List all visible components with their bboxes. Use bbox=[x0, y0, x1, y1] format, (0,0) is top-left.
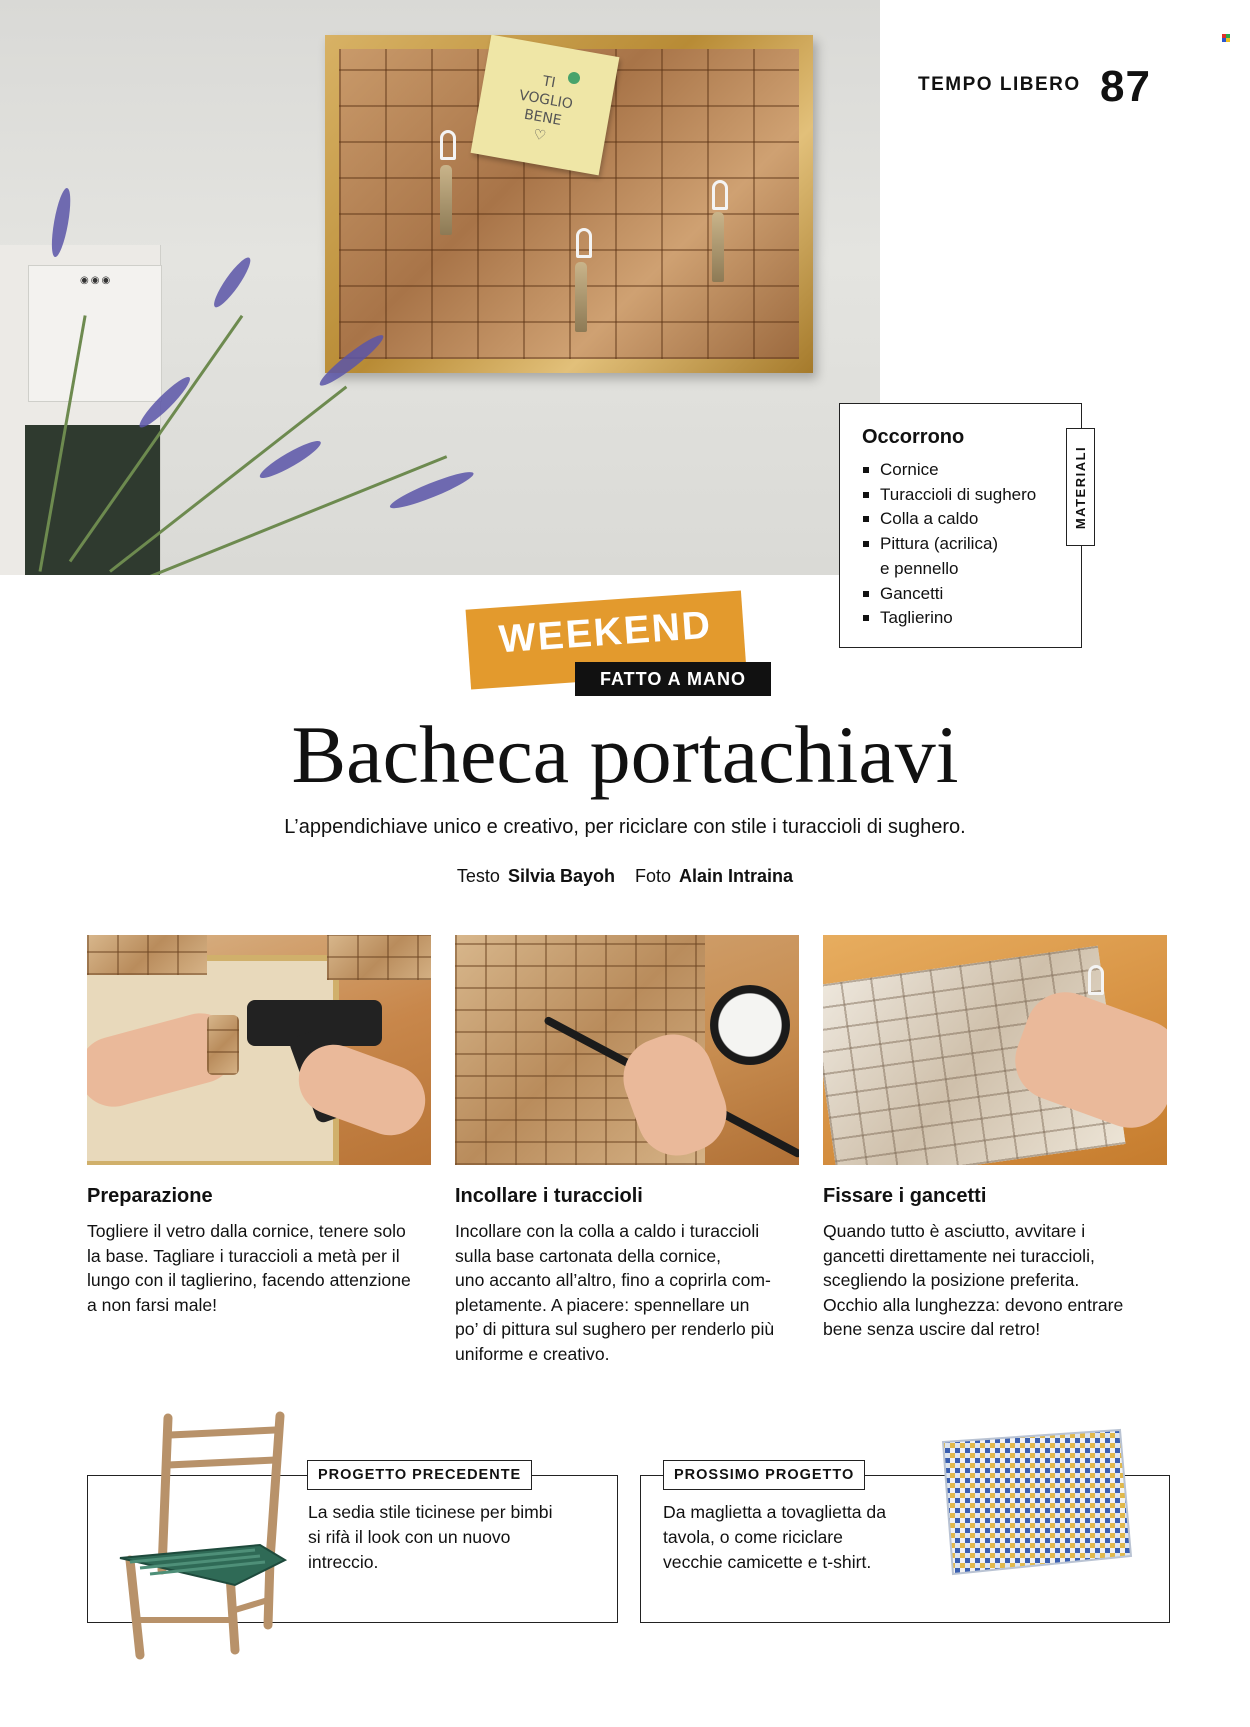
lavender-stem bbox=[149, 455, 447, 575]
list-item-label: Turaccioli di sughero bbox=[880, 484, 1037, 504]
list-item-label: Pittura (acrilica) bbox=[880, 534, 999, 554]
text-line: tavola, o come riciclare bbox=[663, 1527, 843, 1547]
bullet-icon bbox=[863, 615, 869, 621]
cork-piece bbox=[207, 1015, 239, 1075]
bullet-icon bbox=[863, 492, 869, 498]
device-screen bbox=[25, 425, 160, 575]
list-item-label: Gancetti bbox=[880, 583, 944, 603]
hook-icon bbox=[440, 130, 456, 160]
list-item bbox=[862, 458, 1036, 483]
text-line: Da maglietta a tovaglietta da bbox=[663, 1502, 886, 1522]
next-project-tag: PROSSIMO PROGETTO bbox=[663, 1460, 865, 1490]
text-line: po’ di pittura sul sughero per renderlo più bbox=[455, 1319, 775, 1340]
materials-list bbox=[862, 458, 1036, 631]
corks bbox=[87, 935, 207, 975]
key-icon bbox=[712, 212, 724, 282]
paint-jar-icon bbox=[710, 985, 790, 1065]
materials-box bbox=[839, 403, 1082, 648]
materials-tag bbox=[1066, 428, 1095, 546]
bullet-icon bbox=[863, 467, 869, 473]
list-item bbox=[862, 557, 1036, 582]
text-line: gancetti direttamente nei turaccioli, bbox=[823, 1245, 1095, 1266]
article-subtitle: L’appendichiave unico e creativo, per riciclare con stile i turaccioli di sughero. bbox=[284, 816, 966, 838]
section-label: TEMPO LIBERO bbox=[918, 74, 1081, 95]
push-pin-icon bbox=[568, 72, 580, 84]
step-photo-glue-corks bbox=[455, 935, 799, 1165]
list-item bbox=[862, 483, 1036, 508]
lavender-flower bbox=[257, 436, 325, 483]
weekend-badge: WEEKEND bbox=[466, 590, 747, 689]
text-line: uniforme e creativo. bbox=[455, 1343, 610, 1364]
corks bbox=[327, 935, 431, 980]
materials-title: Occorrono bbox=[862, 426, 965, 448]
list-item-label: Cornice bbox=[880, 460, 939, 479]
step-title: Incollare i turaccioli bbox=[455, 1185, 643, 1207]
step-photo-hooks bbox=[823, 935, 1167, 1165]
article-credits bbox=[0, 866, 1250, 887]
hero-photo bbox=[0, 0, 880, 575]
lavender-flower bbox=[209, 254, 255, 311]
placemat-image bbox=[935, 1428, 1135, 1578]
hook-icon bbox=[712, 180, 728, 210]
color-marker-icon bbox=[1222, 34, 1230, 42]
list-item bbox=[862, 582, 1036, 607]
text-line: lungo con il taglierino, facendo attenzione bbox=[87, 1270, 411, 1291]
article-title: Bacheca portachiavi bbox=[291, 709, 959, 800]
text-line: sulla base cartonata della cornice, bbox=[455, 1245, 722, 1266]
text-line: pletamente. A piacere: spennellare un bbox=[455, 1294, 750, 1315]
text-line: bene senza uscire dal retro! bbox=[823, 1319, 1041, 1340]
credit-text-label: Testo bbox=[456, 866, 500, 886]
note-line: BENE bbox=[522, 106, 563, 129]
text-line: intreccio. bbox=[308, 1552, 379, 1572]
device-indicators: ◉◉◉ bbox=[80, 275, 113, 286]
text-line: La sedia stile ticinese per bimbi bbox=[308, 1502, 553, 1522]
hook-icon bbox=[576, 228, 592, 258]
bullet-icon bbox=[863, 541, 869, 547]
note-line: TI bbox=[541, 73, 557, 92]
bullet-icon bbox=[863, 516, 869, 522]
text-line: vecchie camicette e t-shirt. bbox=[663, 1552, 872, 1572]
hook-icon bbox=[1088, 965, 1104, 995]
text-line: la base. Tagliare i turaccioli a metà per il bbox=[87, 1245, 400, 1266]
text-line: uno accanto all’altro, fino a coprirla com- bbox=[455, 1270, 771, 1291]
sticky-note bbox=[471, 35, 620, 176]
step-photo-preparation bbox=[87, 935, 431, 1165]
step-title: Fissare i gancetti bbox=[823, 1185, 987, 1207]
key-icon bbox=[575, 262, 587, 332]
chair-image bbox=[110, 1410, 300, 1660]
text-line: Incollare con la colla a caldo i turaccioli bbox=[455, 1221, 760, 1241]
credit-photo-author: Alain Intraina bbox=[679, 866, 794, 886]
list-item-label: Taglierino bbox=[880, 608, 953, 628]
materials-tag-label: MATERIALI bbox=[1073, 445, 1088, 529]
step-text bbox=[823, 1219, 1173, 1342]
text-line: si rifà il look con un nuovo bbox=[308, 1527, 511, 1547]
text-line: scegliendo la posizione preferita. bbox=[823, 1270, 1080, 1291]
credit-photo-label: Foto bbox=[635, 866, 672, 886]
handmade-badge: FATTO A MANO bbox=[575, 662, 771, 696]
list-item-label: e pennello bbox=[880, 558, 959, 578]
note-heart: ♡ bbox=[532, 126, 548, 145]
list-item bbox=[862, 532, 1036, 557]
page-number: 87 bbox=[1100, 62, 1151, 111]
text-line: Occhio alla lunghezza: devono entrare bbox=[823, 1294, 1124, 1315]
next-project-text bbox=[663, 1500, 886, 1575]
list-item bbox=[862, 606, 1036, 631]
list-item-label: Colla a caldo bbox=[880, 509, 979, 529]
text-line: Togliere il vetro dalla cornice, tenere solo bbox=[87, 1221, 406, 1241]
list-item bbox=[862, 507, 1036, 532]
note-line: VOGLIO bbox=[517, 87, 574, 113]
bullet-icon bbox=[863, 591, 869, 597]
key-icon bbox=[440, 165, 452, 235]
step-text bbox=[87, 1219, 437, 1317]
text-line: Quando tutto è asciutto, avvitare i bbox=[823, 1221, 1086, 1241]
previous-project-tag: PROGETTO PRECEDENTE bbox=[307, 1460, 532, 1490]
credit-text-author: Silvia Bayoh bbox=[507, 866, 615, 886]
previous-project-text bbox=[308, 1500, 552, 1575]
wall-device bbox=[0, 245, 161, 575]
step-title: Preparazione bbox=[87, 1185, 213, 1207]
text-line: a non farsi male! bbox=[87, 1294, 218, 1315]
step-text bbox=[455, 1219, 805, 1367]
